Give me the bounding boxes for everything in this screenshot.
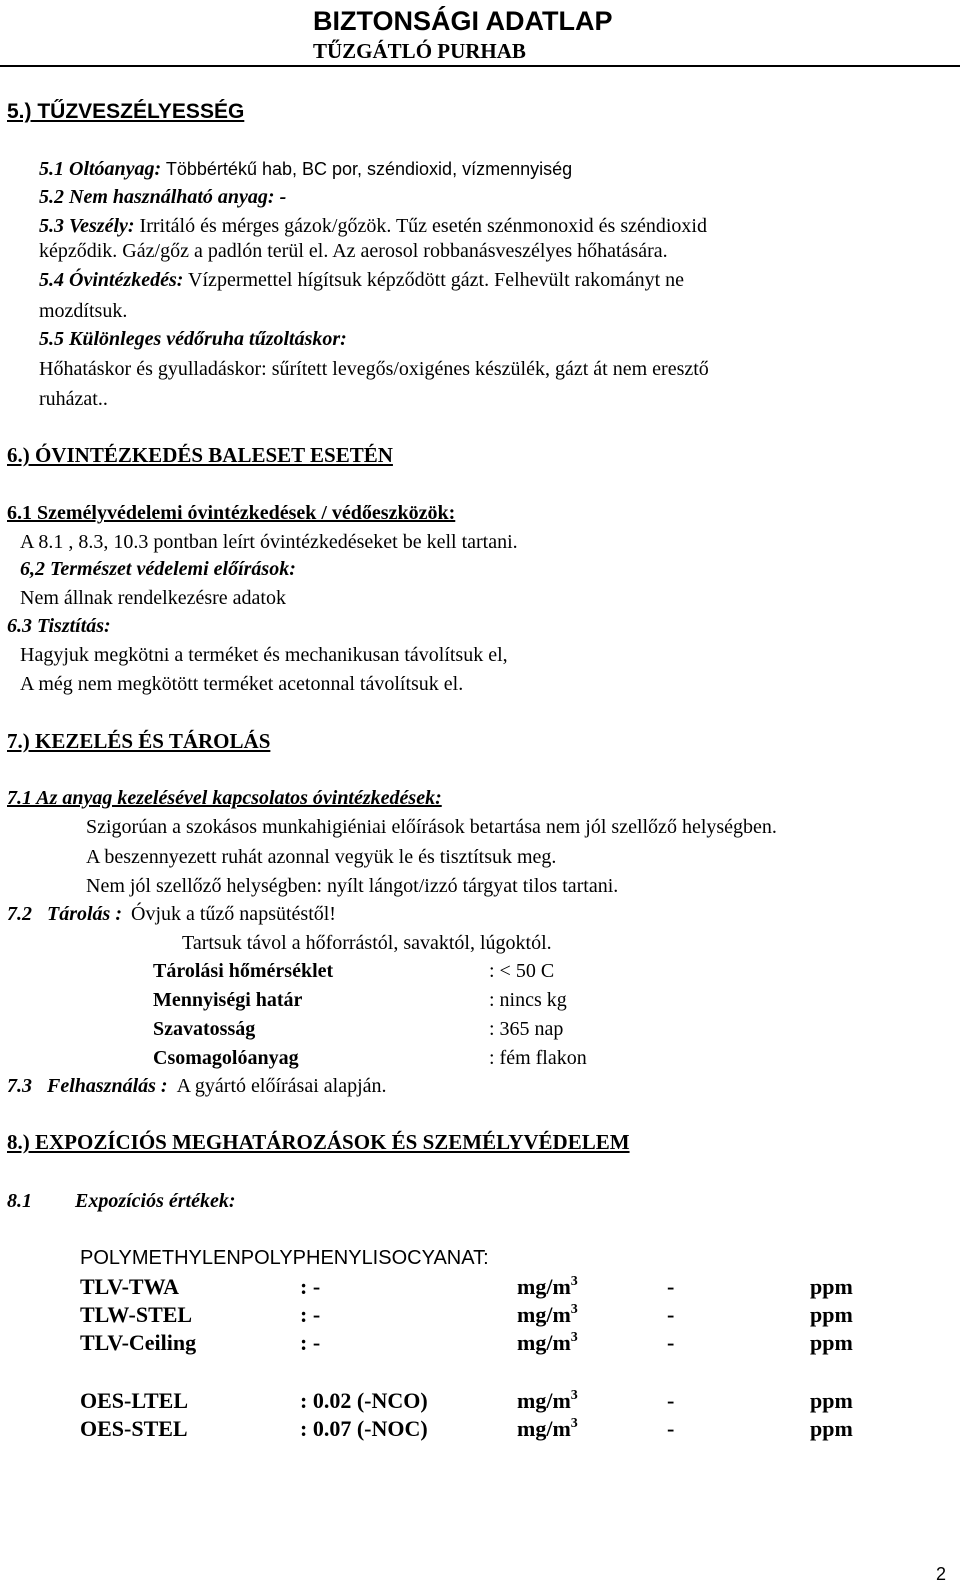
item-5-4: 5.4 Óvintézkedés: Vízpermettel hígítsuk képződött gázt. Felhevült rakományt ne [39,269,685,291]
item-7-2-text: Tartsuk távol a hőforrástól, savaktól, lúgoktól. [182,932,552,954]
exposure-value: : 0.02 (-NCO) [300,1388,428,1413]
item-7-1-text-1: Szigorúan a szokásos munkahigiéniai előírások betartása nem jól szellőző helységben. [86,816,777,838]
exposure-unit: $mg/m^3$ [517,1302,578,1327]
item-7-3: 7.3 Felhasználás : A gyártó előírásai alapján. [7,1075,387,1097]
item-6-1-heading: 6.1 Személyvédelemi óvintézkedések / védőeszközök: [7,502,456,524]
exposure-ppm: ppm [810,1416,853,1441]
exposure-name: TLV-Ceiling [80,1330,197,1355]
exposure-ppm: ppm [810,1330,853,1355]
exposure-dash: - [667,1302,675,1327]
section-5-heading: 5.) TŰZVESZÉLYESSÉG [7,100,245,123]
storage-value: : 365 nap [489,1018,564,1040]
item-6-3-text-2: A még nem megkötött terméket acetonnal távolítsuk el. [20,673,464,695]
section-6-heading: 6.) ÓVINTÉZKEDÉS BALESET ESETÉN [7,443,393,467]
item-7-1-heading: 7.1 Az anyag kezelésével kapcsolatos óvintézkedések: [7,787,442,809]
item-8-1-heading: 8.1 Expozíciós értékek: [7,1190,236,1212]
storage-value: : < 50 C [489,960,555,982]
item-7-1-text-3: Nem jól szellőző helységben: nyílt lángot/izzó tárgyat tilos tartani. [86,875,619,897]
item-6-1-text: A 8.1 , 8.3, 10.3 pontban leírt óvintézkedéseket be kell tartani. [20,531,518,553]
exposure-name: OES-LTEL [80,1388,189,1413]
storage-value: : nincs kg [489,989,567,1011]
substance-name: POLYMETHYLENPOLYPHENYLISOCYANAT: [80,1247,489,1269]
page-number: 2 [936,1564,947,1584]
item-6-3-heading: 6.3 Tisztítás: [7,615,111,637]
section-8-heading: 8.) EXPOZÍCIÓS MEGHATÁROZÁSOK ÉS SZEMÉLYVÉDELEM [7,1130,630,1154]
exposure-unit: $mg/m^3$ [517,1274,578,1299]
exposure-name: TLW-STEL [80,1302,193,1327]
item-5-5-heading: 5.5 Különleges védőruha tűzoltáskor: [39,328,347,350]
exposure-unit: $mg/m^3$ [517,1416,578,1441]
exposure-name: OES-STEL [80,1416,188,1441]
item-7-2: 7.2 Tárolás : Óvjuk a tűző napsütéstől! [7,903,336,925]
item-5-2: 5.2 Nem használható anyag: - [39,186,287,208]
storage-label: Szavatosság [153,1018,256,1040]
item-5-3: 5.3 Veszély: Irritáló és mérges gázok/gőzök. Tűz esetén szénmonoxid és széndioxid [39,215,707,237]
doc-title: BIZTONSÁGI ADATLAP [313,6,613,36]
exposure-dash: - [667,1274,675,1299]
item-5-5-text: Hőhatáskor és gyulladáskor: sűrített levegős/oxigénes készülék, gázt át nem eresztő [39,358,709,380]
storage-label: Csomagolóanyag [153,1047,299,1069]
item-6-2-text: Nem állnak rendelkezésre adatok [20,587,286,609]
item-6-2-heading: 6,2 Természet védelemi előírások: [20,558,296,580]
item-6-3-text-1: Hagyjuk megkötni a terméket és mechanikusan távolítsuk el, [20,644,508,666]
item-5-4-cont: mozdítsuk. [39,300,128,322]
exposure-unit: $mg/m^3$ [517,1388,578,1413]
storage-value: : fém flakon [489,1047,587,1069]
exposure-dash: - [667,1330,675,1355]
exposure-unit: $mg/m^3$ [517,1330,578,1355]
exposure-ppm: ppm [810,1388,853,1413]
exposure-dash: - [667,1388,675,1413]
section-7-heading: 7.) KEZELÉS ÉS TÁROLÁS [7,729,271,753]
exposure-value: : - [300,1302,321,1327]
storage-label: Tárolási hőmérséklet [153,960,334,982]
doc-subtitle: TŰZGÁTLÓ PURHAB [313,39,526,63]
storage-label: Mennyiségi határ [153,989,303,1011]
item-5-5-cont: ruházat.. [39,388,108,410]
exposure-value: : - [300,1274,321,1299]
item-7-1-text-2: A beszennyezett ruhát azonnal vegyük le és tisztítsuk meg. [86,846,557,868]
exposure-name: TLV-TWA [80,1274,180,1299]
exposure-ppm: ppm [810,1302,853,1327]
exposure-dash: - [667,1416,675,1441]
exposure-ppm: ppm [810,1274,853,1299]
item-5-3-cont: képződik. Gáz/gőz a padlón terül el. Az aerosol robbanásveszélyes hőhatására. [39,240,668,262]
header-rule [0,65,960,67]
exposure-value: : 0.07 (-NOC) [300,1416,428,1441]
exposure-value: : - [300,1330,321,1355]
item-5-1: 5.1 Oltóanyag: Többértékű hab, BC por, széndioxid, vízmennyiség [39,158,573,180]
